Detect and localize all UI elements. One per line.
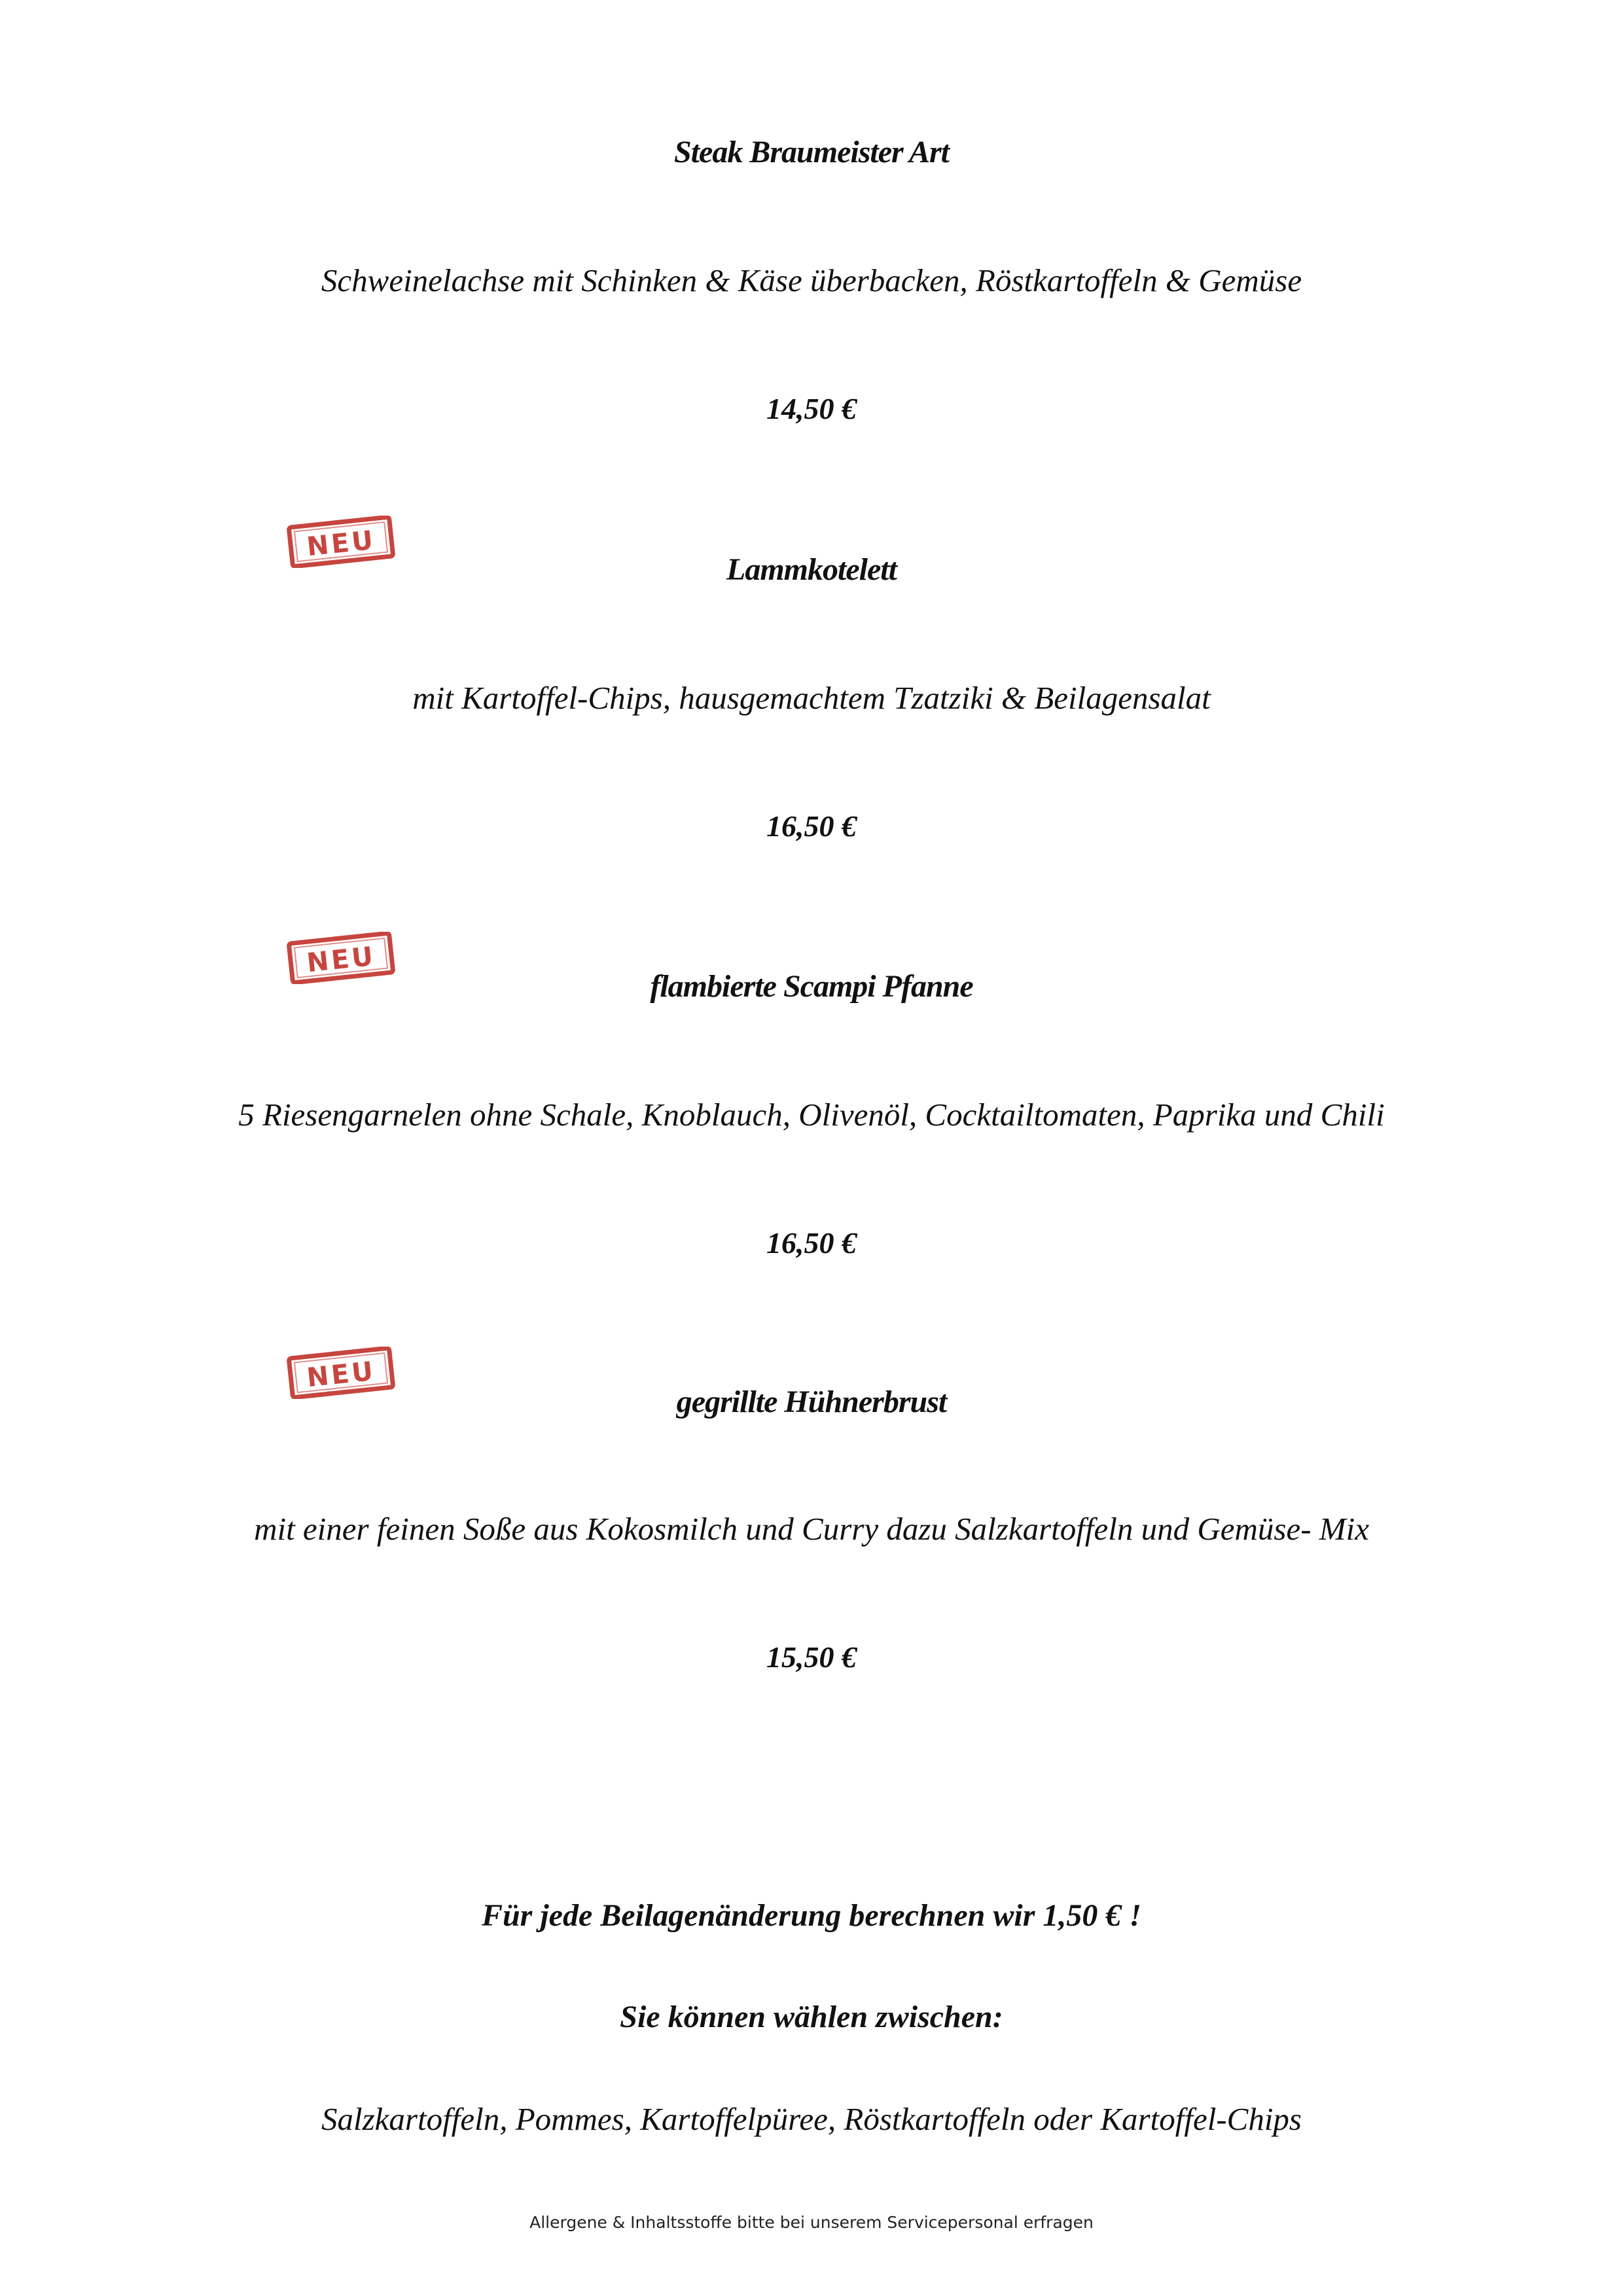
neu-stamp-label: NEU [305,941,378,979]
dish-title-huehnerbrust: gegrillte Hühnerbrust [676,1385,947,1419]
surcharge-note: Für jede Beilagenänderung berechnen wir 1,50 € ! [481,1898,1142,1933]
dish-description-huehnerbrust: mit einer feinen Soße aus Kokosmilch und Curry dazu Salzkartoffeln und Gemüse- Mix [254,1511,1369,1547]
dish-title-scampi: flambierte Scampi Pfanne [650,969,973,1004]
sides-heading: Sie können wählen zwischen: [620,2000,1003,2034]
dish-price-huehnerbrust: 15,50 € [766,1640,857,1674]
dish-description-lamm: mit Kartoffel-Chips, hausgemachtem Tzatziki & Beilagensalat [412,680,1211,716]
neu-stamp-label: NEU [305,1356,378,1394]
dish-price-lamm: 16,50 € [766,809,857,843]
neu-stamp-label: NEU [305,525,378,563]
dish-description-steak: Schweinelachse mit Schinken & Käse überbacken, Röstkartoffeln & Gemüse [321,262,1302,298]
dish-title-steak: Steak Braumeister Art [674,135,949,169]
dish-price-steak: 14,50 € [766,392,857,425]
allergen-footnote: Allergene & Inhaltsstoffe bitte bei unserem Servicepersonal erfragen [529,2213,1094,2232]
dish-title-lamm: Lammkotelett [726,552,897,587]
dish-description-scampi: 5 Riesengarnelen ohne Schale, Knoblauch, Olivenöl, Cocktailtomaten, Paprika und Chili [238,1097,1385,1133]
dish-price-scampi: 16,50 € [766,1226,857,1260]
sides-options: Salzkartoffeln, Pommes, Kartoffelpüree, Röstkartoffeln oder Kartoffel-Chips [321,2101,1302,2137]
